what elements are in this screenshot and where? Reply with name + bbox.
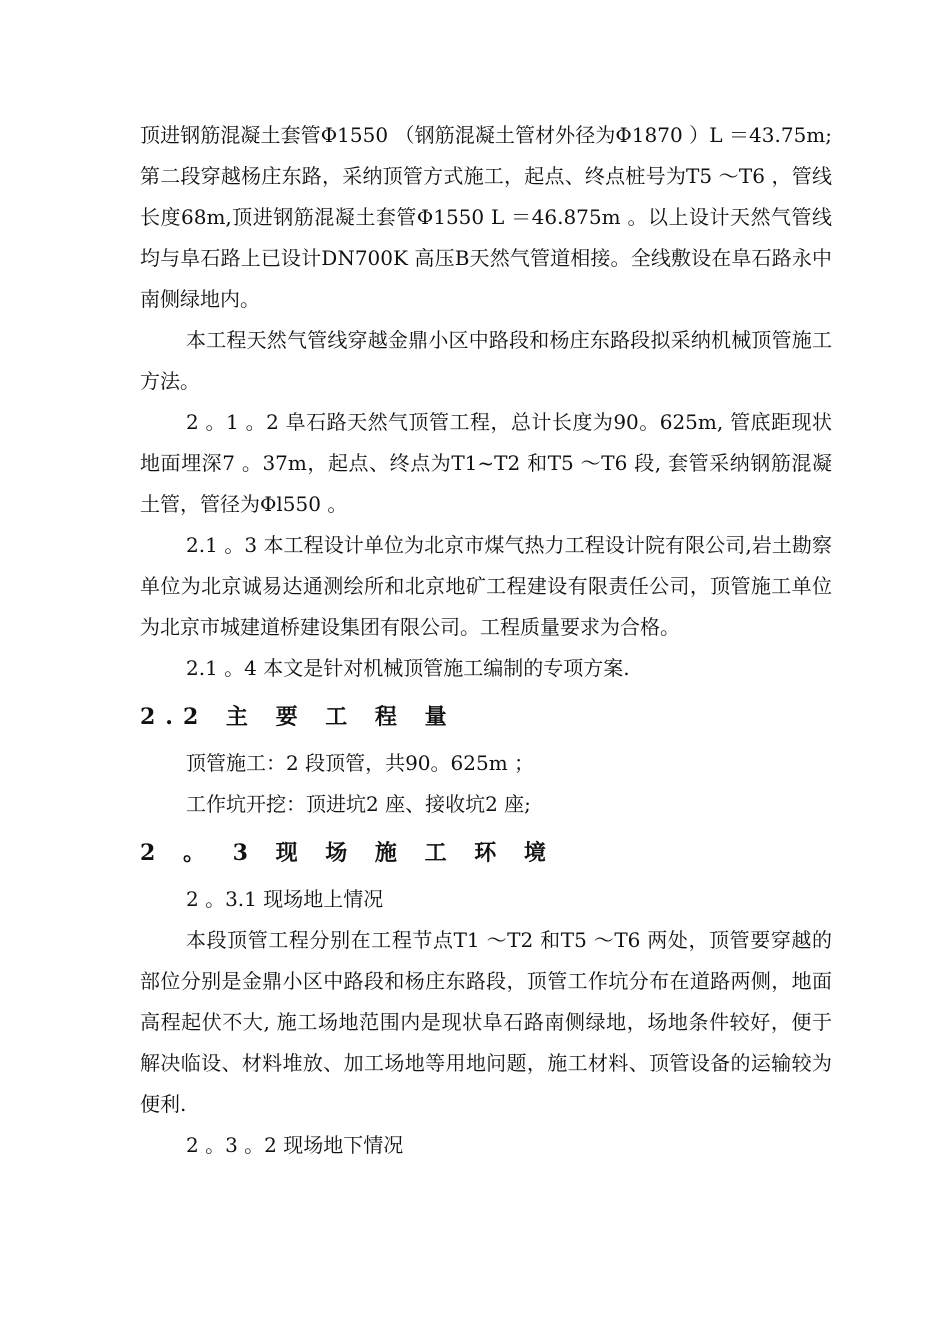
paragraph-2-1-4: 2.1 。4 本文是针对机械顶管施工编制的专项方案.	[186, 656, 630, 680]
paragraph-construction-method: 本工程天然气管线穿越金鼎小区中路段和杨庄东路段拟采纳机械顶管施工方法。	[140, 328, 832, 393]
document-page	[140, 115, 832, 1166]
paragraph-pipe-section-description: 顶进钢筋混凝土套管Φ1550 （钢筋混凝土管材外径为Φ1870 ）L ＝43.75m; 第二段穿越杨庄东路，采纳顶管方式施工，起点、终点桩号为T5 ～T6 ，管线长度68m,顶进钢筋混凝土套管Φ1550 L ＝46.875m 。以上设计天然气管线均与阜石路上已设计DN700K 高压B天然气管道相接。全线敷设在阜石路永中南侧绿地内。	[140, 123, 832, 311]
section-heading-2-2: 2.2 主 要 工 程 量	[140, 704, 457, 730]
paragraph-pit-excavation: 工作坑开挖：顶进坑2 座、接收坑2 座;	[186, 792, 531, 816]
subheading-2-3-2: 2 。3 。2 现场地下情况	[186, 1133, 404, 1157]
paragraph-pipe-jacking-quantity: 顶管施工：2 段顶管，共90。625m ；	[186, 751, 535, 775]
section-heading-2-3: 2 。 3 现 场 施 工 环 境	[140, 840, 556, 866]
paragraph-2-1-3: 2.1 。3 本工程设计单位为北京市煤气热力工程设计院有限公司,岩土勘察单位为北京诚易达通测绘所和北京地矿工程建设有限责任公司，顶管施工单位为北京市城建道桥建设集团有限公司。工程质量要求为合格。	[140, 533, 832, 639]
paragraph-2-1-2: 2 。1 。2 阜石路天然气顶管工程，总计长度为90。625m, 管底距现状地面埋深7 。37m，起点、终点为T1~T2 和T5 ～T6 段, 套管采纳钢筋混凝土管，管径为Φl550 。	[140, 410, 832, 516]
subheading-2-3-1: 2 。3.1 现场地上情况	[186, 887, 384, 911]
paragraph-site-surface-conditions: 本段顶管工程分别在工程节点T1 ～T2 和T5 ～T6 两处，顶管要穿越的部位分别是金鼎小区中路段和杨庄东路段，顶管工作坑分布在道路两侧，地面高程起伏不大, 施工场地范围内是现状阜石路南侧绿地，场地条件较好，便于解决临设、材料堆放、加工场地等用地问题，施工材料、顶管设备的运输较为便利.	[140, 928, 832, 1116]
